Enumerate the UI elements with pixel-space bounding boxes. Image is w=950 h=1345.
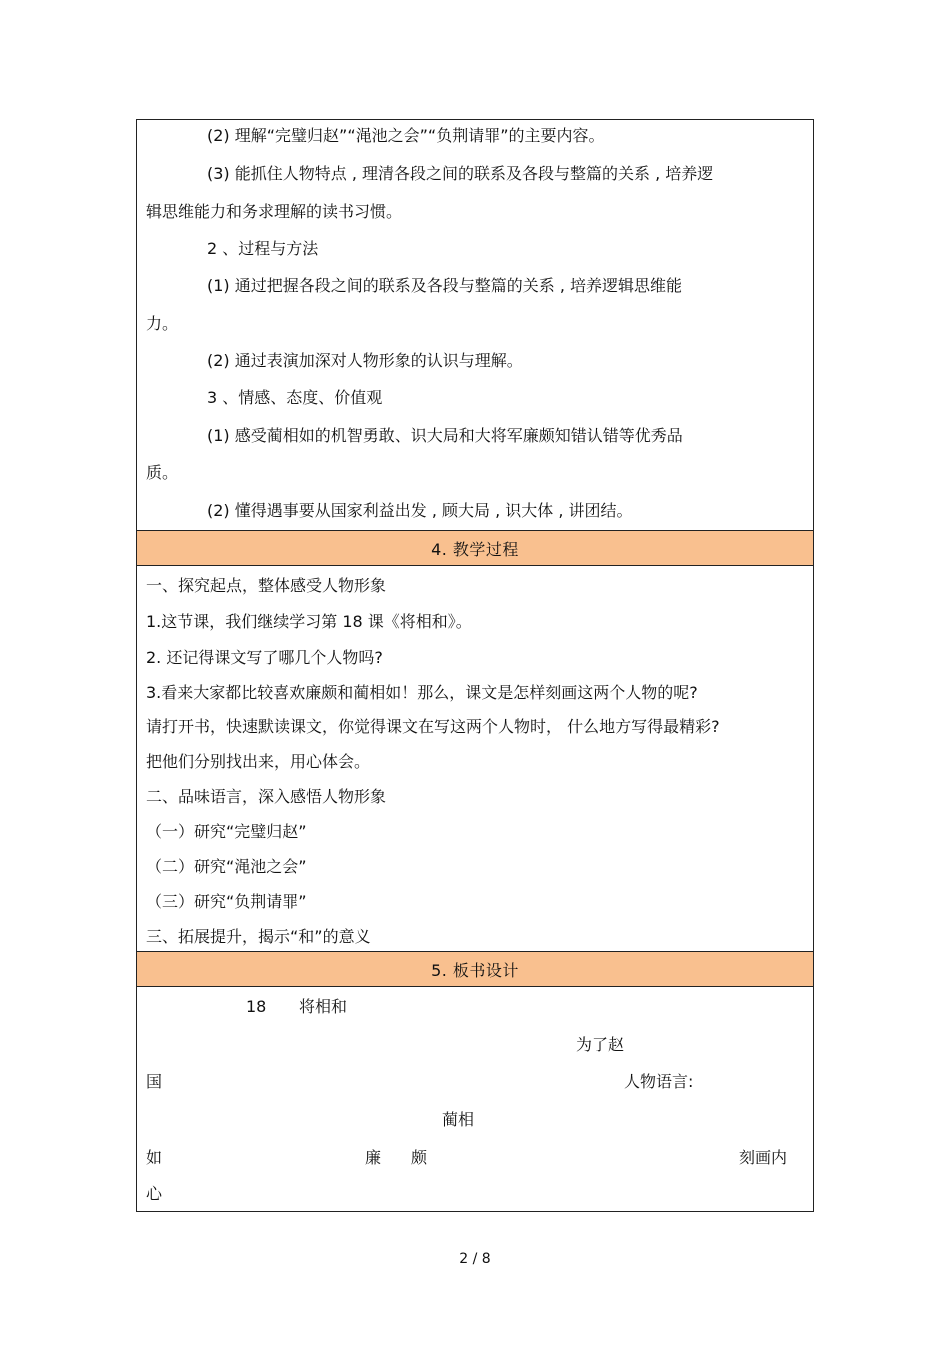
section-title: 5. 板书设计 — [431, 960, 519, 980]
process-line: 请打开书，快速默读课文，你觉得课文在写这两个人物时， 什么地方写得最精彩? — [146, 717, 720, 736]
board-note: 为了赵 — [576, 1035, 625, 1054]
objective-line: (1) 感受蔺相如的机智勇敢、识大局和大将军廉颇知错认错等优秀品 — [207, 426, 683, 445]
section-header-teaching-process — [137, 530, 813, 566]
process-line: 二、品味语言，深入感悟人物形象 — [146, 787, 387, 806]
section-title: 4. 教学过程 — [431, 539, 519, 559]
process-line: 2. 还记得课文写了哪几个人物吗? — [146, 648, 383, 667]
process-line: 3.看来大家都比较喜欢廉颇和蔺相如！那么，课文是怎样刻画这两个人物的呢? — [146, 683, 698, 702]
process-line: （三）研究“负荆请罪” — [146, 892, 307, 911]
lesson-plan-table — [136, 119, 814, 1212]
objective-line: (2) 通过表演加深对人物形象的认识与理解。 — [207, 351, 523, 370]
board-note: 刻画内 — [739, 1148, 788, 1167]
lesson-number: 18 — [246, 997, 267, 1016]
board-note: 蔺相 — [442, 1110, 475, 1129]
board-note: 国 — [146, 1072, 163, 1091]
process-line: （二）研究“渑池之会” — [146, 857, 307, 876]
section-header-board-design — [137, 951, 813, 987]
objective-line: (2) 懂得遇事要从国家利益出发 , 顾大局 , 识大体 , 讲团结。 — [207, 501, 633, 520]
board-note: 心 — [146, 1184, 163, 1203]
objective-line: 2 、过程与方法 — [207, 239, 319, 258]
lesson-title: 将相和 — [299, 997, 348, 1016]
board-design-section — [137, 987, 813, 1211]
process-line: 三、拓展提升，揭示“和”的意义 — [146, 927, 371, 946]
objective-line: 力。 — [146, 314, 179, 333]
objectives-section — [137, 120, 813, 530]
board-note: 廉 — [365, 1148, 382, 1167]
page-number: 2 / 8 — [459, 1251, 491, 1267]
board-note: 颇 — [411, 1148, 428, 1167]
process-line: 1.这节课，我们继续学习第 18 课《将相和》。 — [146, 612, 472, 631]
board-note: 如 — [146, 1148, 163, 1167]
objective-line: (2) 理解“完璧归赵”“渑池之会”“负荆请罪”的主要内容。 — [207, 126, 605, 145]
objective-line: (1) 通过把握各段之间的联系及各段与整篇的关系 , 培养逻辑思维能 — [207, 276, 683, 295]
process-line: （一）研究“完璧归赵” — [146, 822, 307, 841]
objective-line: 3 、情感、态度、价值观 — [207, 388, 383, 407]
process-line: 一、探究起点，整体感受人物形象 — [146, 576, 387, 595]
board-note: 人物语言: — [624, 1072, 694, 1091]
process-line: 把他们分别找出来，用心体会。 — [146, 752, 371, 771]
teaching-process-section — [137, 566, 813, 951]
objective-line: (3) 能抓住人物特点 , 理清各段之间的联系及各段与整篇的关系 , 培养逻 — [207, 164, 714, 183]
objective-line: 辑思维能力和务求理解的读书习惯。 — [146, 202, 403, 221]
objective-line: 质。 — [146, 463, 179, 482]
